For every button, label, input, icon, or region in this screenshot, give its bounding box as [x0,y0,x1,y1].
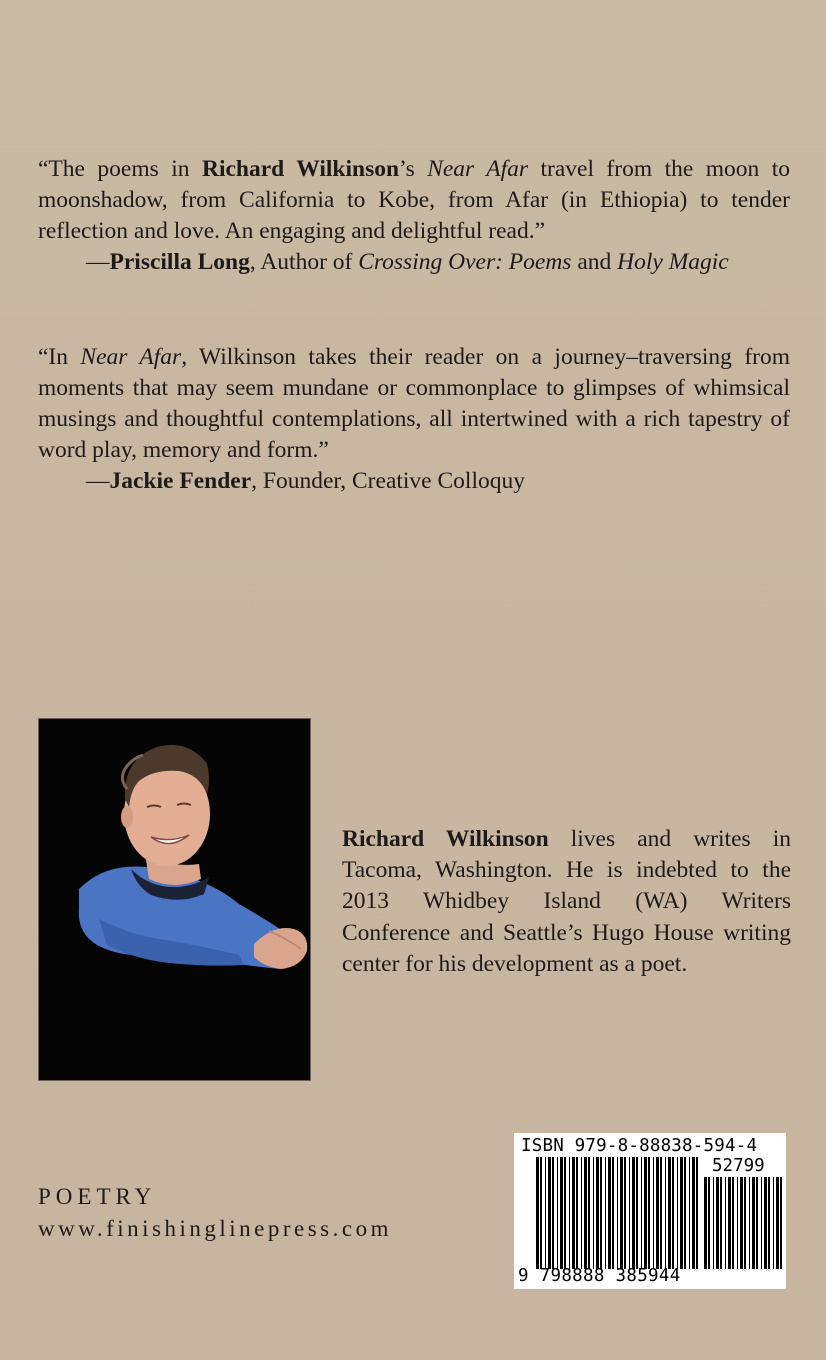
barcode-bar [744,1177,746,1269]
barcode-bar [713,1177,714,1269]
barcode-bar [752,1177,755,1269]
barcode-bar [588,1157,590,1269]
barcode-bar [584,1157,587,1269]
barcode-bar [740,1177,743,1269]
barcode-bar [732,1177,734,1269]
barcode-bar [557,1157,558,1269]
barcode-bar [560,1157,563,1269]
publisher-website: www.finishinglinepress.com [38,1216,392,1241]
blurb-jackie-fender [38,342,790,497]
blurb-attribution [38,466,790,497]
attribution-dash: — [86,468,110,494]
barcode-bar [605,1157,606,1269]
barcode-bar [660,1157,662,1269]
barcode-bar [545,1157,546,1269]
barcode-bar [564,1157,566,1269]
barcode-bar [764,1177,767,1269]
blurb-open: “The poems in [38,156,202,182]
barcode-bar [725,1177,726,1269]
barcode-bar [629,1157,630,1269]
barcode-bar [761,1177,762,1269]
blurb-body: , Wilkinson takes their reader on a journey–traversing from moments that may seem mundane or commonplace to glimpses of whimsical musings and thoughtful contemplations, all intertwined with a rich tapestry of word play, memory and form.” [38,344,791,463]
barcode-bar [617,1157,618,1269]
author-photo [38,718,311,1081]
blurb-priscilla-long [38,154,790,278]
attribution-name: Jackie Fender [109,468,252,494]
blurb-author-name: Richard Wilkinson [201,156,400,182]
bio-author-name: Richard Wilkinson [342,826,549,852]
barcode-bar [620,1157,623,1269]
attribution-role: , Author of [249,249,359,275]
attribution-book-1: Crossing Over: Poems [358,249,572,275]
barcode-bar [596,1157,599,1269]
isbn-barcode [514,1133,786,1289]
blurb-open: “In [38,344,81,370]
barcode-bar [720,1177,722,1269]
blurb-possessive: ’s [399,156,428,182]
barcode-bar [665,1157,666,1269]
barcode-bar [696,1157,698,1269]
blurb-body: travel from the moon to moonshadow, from California to Kobe, from Afar (in Ethiopia) to tender reflection and love. An engaging and delightful read.” [38,156,791,244]
blurb-book-title: Near Afar [427,156,529,182]
barcode-bar [689,1157,690,1269]
ean-digits: 9 798888 385944 [518,1266,681,1286]
barcode-bar [608,1157,611,1269]
barcode-bar [716,1177,719,1269]
barcode-bar [653,1157,654,1269]
barcode-bar [641,1157,642,1269]
attribution-role: , Founder, Creative Colloquy [251,468,525,494]
barcode-bar [636,1157,638,1269]
barcode-bar [612,1157,614,1269]
barcode-bar [593,1157,594,1269]
barcode-bar [672,1157,674,1269]
barcode-bar [768,1177,770,1269]
barcode-bar [536,1157,539,1269]
barcode-bar [624,1157,626,1269]
barcode-bar [648,1157,650,1269]
author-bio [342,824,791,980]
barcode-bar [776,1177,779,1269]
isbn-label: ISBN 979-8-88838-594-4 [521,1136,758,1156]
attribution-name: Priscilla Long [109,249,250,275]
barcode-bar [600,1157,602,1269]
blurb-book-title: Near Afar [80,344,182,370]
barcode-bar [773,1177,774,1269]
barcode-bar [668,1157,671,1269]
barcode-bar [680,1157,683,1269]
barcode-bar [644,1157,647,1269]
barcode-bar [677,1157,678,1269]
barcode-bar [656,1157,659,1269]
attribution-and: and [571,249,618,275]
bio-text: lives and writes in Tacoma, Washington. He is indebted to the 2013 Whidbey Island (WA) Writers Conference and Seattle’s Hugo House writing center for his development as a poet. [342,826,791,977]
attribution-book-2: Holy Magic [617,249,729,275]
blurb-text [38,154,790,247]
barcode-bar [756,1177,758,1269]
blurb-text [38,342,790,466]
barcode-bar [552,1157,554,1269]
barcode-bar [749,1177,750,1269]
barcode-bar [569,1157,570,1269]
barcode-bar [780,1177,782,1269]
barcode-bar [728,1177,731,1269]
barcode-bar [708,1177,710,1269]
barcode-bar [704,1177,707,1269]
author-portrait-icon [39,719,310,1080]
price-code: 52799 [712,1156,765,1176]
blurb-attribution [38,247,790,278]
barcode-bar [692,1157,695,1269]
barcode-bar [540,1157,542,1269]
barcode-bar [572,1157,575,1269]
attribution-dash: — [86,249,110,275]
barcode-bar [576,1157,578,1269]
barcode-bar [632,1157,635,1269]
barcode-bar [684,1157,686,1269]
barcode-bar [548,1157,551,1269]
genre-label: POETRY [38,1184,157,1209]
barcode-bar [737,1177,738,1269]
barcode-bar [581,1157,582,1269]
